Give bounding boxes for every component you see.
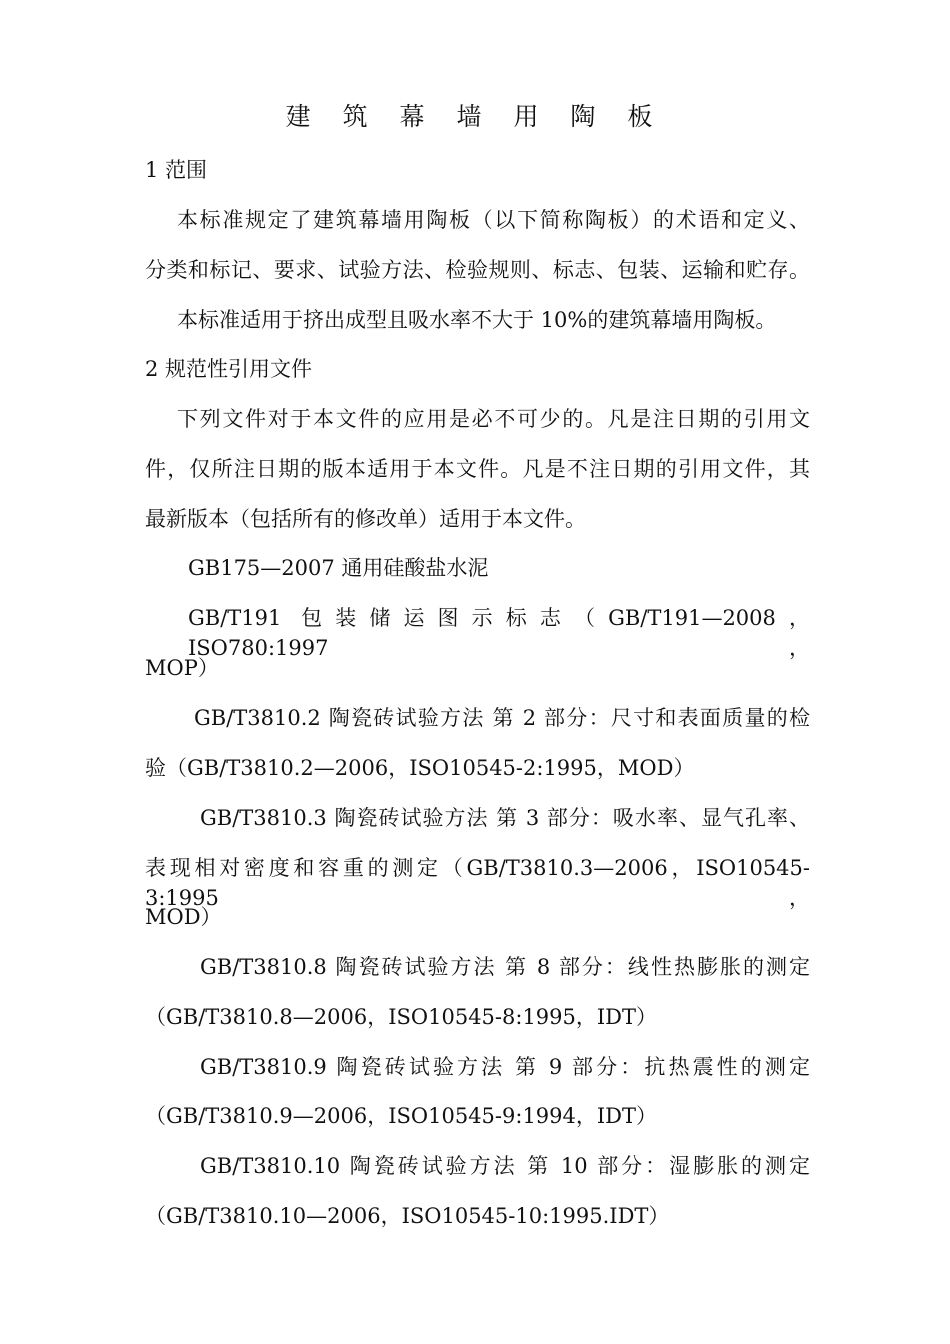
references-paragraph-line: 件，仅所注日期的版本适用于本文件。凡是不注日期的引用文件，其: [145, 457, 810, 481]
reference-item: GB/T3810.3 陶瓷砖试验方法 第 3 部分：吸水率、显气孔率、: [200, 806, 810, 830]
section-heading-scope: 1 范围: [145, 158, 208, 182]
scope-paragraph-line: 本标准规定了建筑幕墙用陶板（以下简称陶板）的术语和定义、: [177, 208, 810, 232]
references-paragraph-line: 最新版本（包括所有的修改单）适用于本文件。: [145, 507, 586, 531]
reference-item-continuation: MOP）: [145, 656, 219, 680]
reference-item: GB/T3810.8 陶瓷砖试验方法 第 8 部分：线性热膨胀的测定: [200, 955, 810, 979]
reference-item: GB175—2007 通用硅酸盐水泥: [188, 556, 489, 580]
reference-item-continuation: （GB/T3810.10—2006，ISO10545-10:1995.IDT）: [145, 1204, 670, 1228]
scope-paragraph-2: 本标准适用于挤出成型且吸水率不大于 10%的建筑幕墙用陶板。: [177, 308, 777, 332]
reference-item: GB/T3810.2 陶瓷砖试验方法 第 2 部分：尺寸和表面质量的检: [194, 706, 810, 730]
reference-item: GB/T191 包装储运图示标志（GB/T191—2008，ISO780:1997，: [188, 606, 810, 660]
document-title: 建 筑 幕 墙 用 陶 板: [285, 102, 665, 131]
reference-item: GB/T3810.10 陶瓷砖试验方法 第 10 部分：湿膨胀的测定: [200, 1154, 810, 1178]
references-paragraph-line: 下列文件对于本文件的应用是必不可少的。凡是注日期的引用文: [177, 407, 810, 431]
reference-item-continuation: （GB/T3810.9—2006，ISO10545-9:1994，IDT）: [145, 1104, 658, 1128]
scope-paragraph-line: 分类和标记、要求、试验方法、检验规则、标志、包装、运输和贮存。: [145, 258, 810, 282]
section-heading-references: 2 规范性引用文件: [145, 357, 313, 381]
reference-item-continuation: MOD）: [145, 905, 222, 929]
reference-item-continuation: 验（GB/T3810.2—2006，ISO10545-2:1995，MOD）: [145, 756, 695, 780]
reference-item: GB/T3810.9 陶瓷砖试验方法 第 9 部分：抗热震性的测定: [200, 1055, 810, 1079]
reference-item-continuation: （GB/T3810.8—2006，ISO10545-8:1995，IDT）: [145, 1005, 658, 1029]
reference-item-continuation: 表现相对密度和容重的测定（GB/T3810.3—2006，ISO10545-3:1995，: [145, 856, 810, 910]
